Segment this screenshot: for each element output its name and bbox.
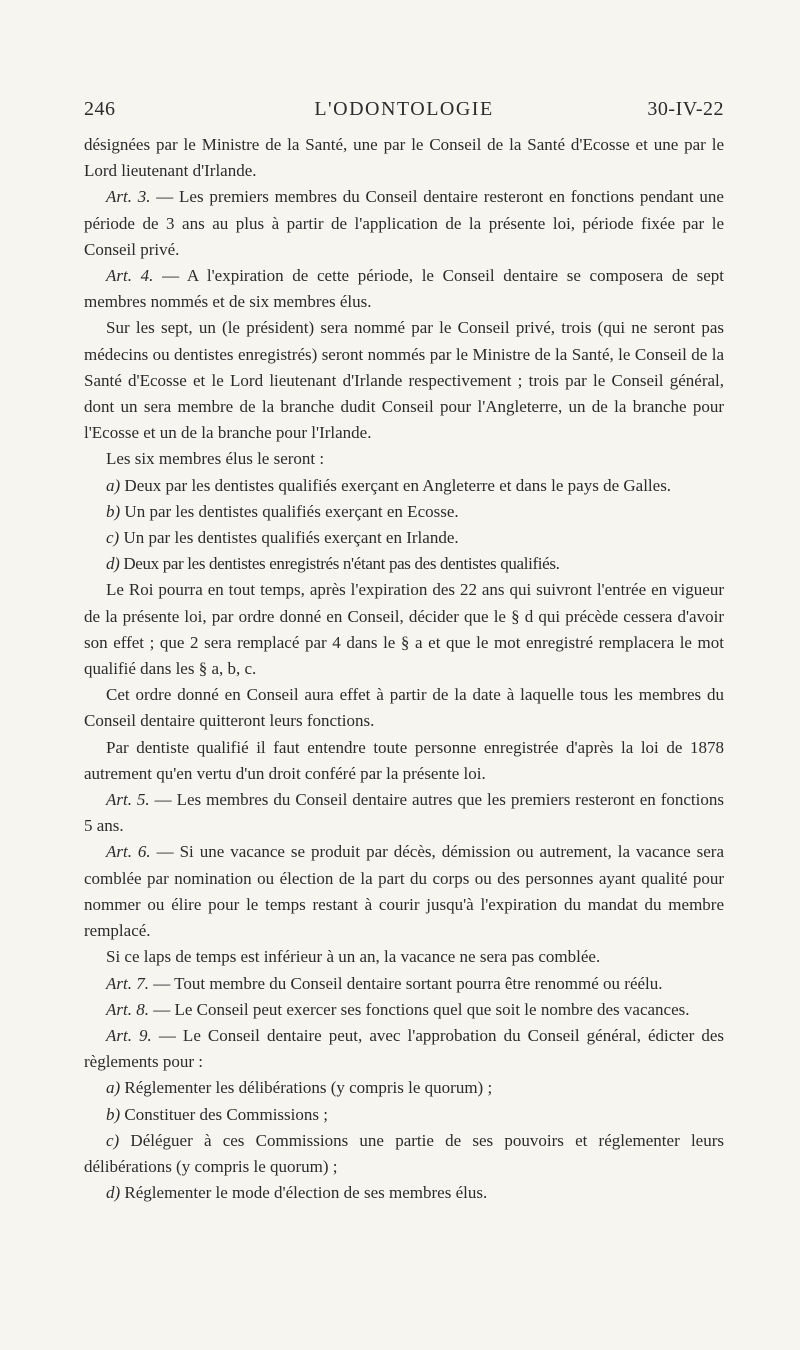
paragraph-text: Deux par les dentistes qualifiés exerçant en Angleterre et dans le pays de Galles. (120, 475, 672, 495)
paragraph (84, 315, 724, 446)
paragraph-text: Un par les dentistes qualifiés exerçant en Irlande. (119, 528, 459, 548)
paragraph (84, 1023, 724, 1075)
paragraph-text: Par dentiste qualifié il faut entendre toute personne enregistrée d'après la loi de 1878 autrement qu'en vertu d'un droit conféré par la présente loi. (84, 737, 724, 783)
article-label: Art. 9. (106, 1025, 152, 1045)
page-header (84, 98, 724, 128)
list-item (84, 1180, 724, 1206)
paragraph (84, 577, 724, 682)
item-label: d) (106, 1183, 121, 1203)
paragraph-text: — A l'expiration de cette période, le Conseil dentaire se composera de sept membres nommés et de six membres élus. (84, 266, 724, 312)
paragraph-text: — Si une vacance se produit par décès, démission ou autrement, la vacance sera comblée par nomination ou élection de la part du corps ou des personnes ayant qualité pour nommer ou élire pour le temps restant à courir jusqu'à l'expiration du mandat du membre remplacé. (84, 842, 724, 941)
issue-date: 30-IV-22 (647, 98, 724, 120)
paragraph-text: Cet ordre donné en Conseil aura effet à partir de la date à laquelle tous les membres du Conseil dentaire quitteront leurs fonctions. (84, 685, 724, 731)
list-item (84, 1102, 724, 1128)
paragraph-text: Déléguer à ces Commissions une partie de ses pouvoirs et réglementer leurs délibérations (y compris le quorum) ; (84, 1130, 724, 1176)
paragraph-text: — Les premiers membres du Conseil dentaire resteront en fonctions pendant une période de 3 ans au plus à partir de l'application de la présente loi, période fixée par le Conseil privé. (84, 187, 724, 259)
item-label: c) (106, 528, 120, 548)
paragraph-text: — Tout membre du Conseil dentaire sortant pourra être renommé ou réélu. (148, 973, 663, 993)
paragraph (84, 735, 724, 787)
paragraph-text: — Les membres du Conseil dentaire autres que les premiers resteront en fonctions 5 ans. (84, 790, 724, 836)
list-item (84, 473, 724, 499)
item-label: b) (106, 1104, 121, 1124)
paragraph-text: désignées par le Ministre de la Santé, une par le Conseil de la Santé d'Ecosse et une par le Lord lieutenant d'Irlande. (84, 135, 724, 181)
item-label: d) (106, 554, 120, 574)
paragraph-text: Un par les dentistes qualifiés exerçant en Ecosse. (120, 501, 459, 521)
paragraph-text: Réglementer le mode d'élection de ses membres élus. (120, 1183, 488, 1203)
paragraph (84, 839, 724, 944)
article-label: Art. 7. (106, 973, 149, 993)
article-label: Art. 3. (106, 187, 151, 207)
paragraph-text: — Le Conseil dentaire peut, avec l'approbation du Conseil général, édicter des règlements pour : (84, 1025, 724, 1072)
article-label: Art. 4. (106, 266, 154, 286)
paragraph-text: Sur les sept, un (le président) sera nommé par le Conseil privé, trois (qui ne seront pas médecins ou dentistes enregistrés) seront nommés par le Ministre de la Santé, le Conseil de la Santé d'Ecosse et le Lord lieutenant d'Irlande respectivement ; trois par le Conseil général, dont un sera membre de la branche dudit Conseil pour l'Angleterre, un de la branche pour l'Ecosse et un de la branche pour l'Irlande. (84, 318, 724, 443)
item-label: a) (106, 475, 121, 495)
paragraph (84, 132, 724, 184)
paragraph-text: Le Roi pourra en tout temps, après l'expiration des 22 ans qui suivront l'entrée en vigueur de la présente loi, par ordre donné en Conseil, décider que le § d qui précède cessera d'avoir son effet ; que 2 sera remplacé par 4 dans le § a et que le mot enregistré remplacera le mot qualifié dans les § a, b, c. (84, 580, 724, 679)
paragraph (84, 446, 724, 472)
page-number: 246 (84, 98, 116, 120)
paragraph (84, 682, 724, 734)
paragraph-text: Deux par les dentistes enregistrés n'étant pas des dentistes qualifiés. (119, 554, 560, 574)
list-item (84, 1075, 724, 1101)
paragraph (84, 787, 724, 839)
list-item (84, 1128, 724, 1180)
item-label: b) (106, 501, 121, 521)
paragraph-text: Si ce laps de temps est inférieur à un an, la vacance ne sera pas comblée. (106, 947, 601, 967)
list-item (84, 499, 724, 525)
paragraph (84, 184, 724, 263)
paragraph-text: — Le Conseil peut exercer ses fonctions quel que soit le nombre des vacances. (148, 999, 690, 1019)
article-body (84, 132, 724, 1206)
article-label: Art. 8. (106, 999, 149, 1019)
item-label: c) (106, 1130, 120, 1150)
paragraph (84, 971, 724, 997)
paragraph-text: Les six membres élus le seront : (106, 449, 325, 469)
paragraph (84, 997, 724, 1023)
paragraph-text: Constituer des Commissions ; (120, 1104, 328, 1124)
list-item (84, 525, 724, 551)
paragraph (84, 263, 724, 315)
item-label: a) (106, 1078, 121, 1098)
paragraph (84, 944, 724, 970)
list-item (84, 551, 724, 577)
article-label: Art. 6. (106, 842, 151, 862)
article-label: Art. 5. (106, 790, 150, 810)
journal-title: L'ODONTOLOGIE (314, 98, 494, 120)
paragraph-text: Réglementer les délibérations (y compris le quorum) ; (120, 1078, 493, 1098)
